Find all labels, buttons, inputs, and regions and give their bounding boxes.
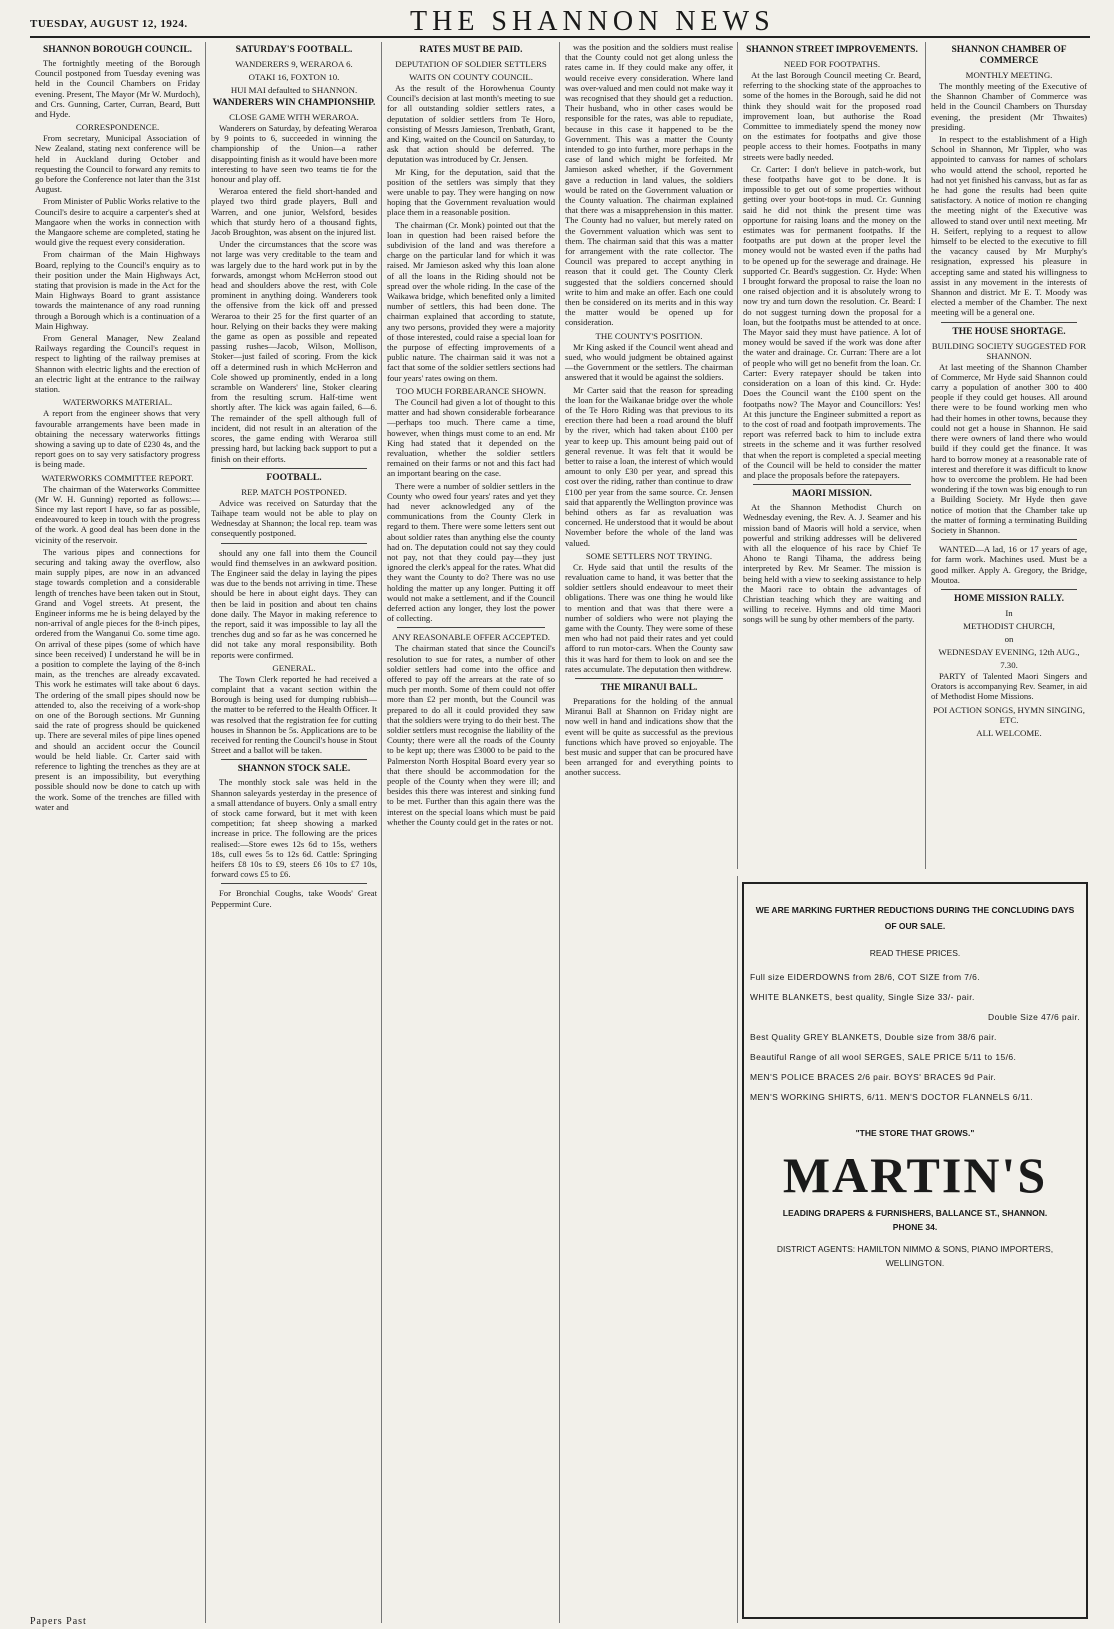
article-paragraph: From Minister of Public Works relative to the Council's desire to acquire a carpenter's shed at Mangaore when the works in connection with the Mangaore scheme are completed, stating he would give the request every consideration. (35, 196, 200, 248)
district-agents: DISTRICT AGENTS: HAMILTON NIMMO & SONS, PIANO IMPORTERS, WELLINGTON. (776, 1244, 1054, 1268)
headline-stock-sale: SHANNON STOCK SALE. (237, 764, 351, 775)
article-paragraph: The Town Clerk reported he had received a complaint that a vacant section within the Borough is being used for dumping rubbish—the matter to be referred to the Health Officer. It was resolved that the registration fee for cutting houses in Shannon be 5s. Applications are to be received for renting the Council's house in Stout Street and a ballot will be taken. (211, 673, 377, 756)
subheading-county-council: WAITS ON COUNTY COUNCIL. (409, 72, 533, 82)
article-paragraph: Cr. Hyde said that until the results of the revaluation came to hand, it was better that the soldier settlers should endeavour to meet their obligations. There was one thing he would like to mention and that was that there were a number of soldiers who were not playing the game with the County. They were some of these men who had not paid their rates and yet could afford to run motor-cars. When the County saw this it was hard for them to look on and see the rates accumulate. The deputation then withdrew. (565, 561, 733, 674)
article-paragraph: At the last Borough Council meeting Cr. Beard, referring to the shocking state of the approaches to some of the homes in the Borough, said he did not think they should wait for the proposed road improvement loan, but authorise the Road Committee to immediately spend the money now on the estimates for footpaths and give those people access to their homes. Footpaths in many streets were badly needed. (743, 70, 921, 162)
article-paragraph: Advice was received on Saturday that the Taihape team would not be able to play on Wednesday at Shannon; the local rep. team was consequently postponed. (211, 497, 377, 539)
headline-borough-council: SHANNON BOROUGH COUNCIL. (42, 45, 193, 55)
article-paragraph: should any one fall into them the Council would find themselves in an awkward position. The Engineer said the delay in laying the pipes was due to the bends not arriving in time. These should be here in about eight days. They can then be laid in position and about ten chains done daily. The Mayor in making reference to the report, said it was impossible to lay all the trenches dug and so far as he was concerned he did not take any moral responsibility. Both reports were confirmed. (211, 547, 377, 660)
article-paragraph: Weraroa entered the field short-handed and played two third grade players, Bull and Warren, and one junior, Welsford, besides which that sturdy hero of a thousand fights, Jacob Broughton, was absent on the injured list. (211, 186, 377, 238)
subheading-waterworks-report: WATERWORKS COMMITTEE REPORT. (41, 472, 194, 483)
rally-in: In (1005, 607, 1013, 618)
headline-chamber-commerce: SHANNON CHAMBER OF COMMERCE (951, 45, 1067, 66)
price-line: Double Size 47/6 pair. (988, 1012, 1080, 1022)
divider (941, 539, 1077, 540)
article-paragraph: The monthly stock sale was held in the Shannon saleyards yesterday in the presence of a small attendance of buyers. Only a small entry of stock came forward, but it met with keen competition; fat sheep showing a marked increase in price. The following are the prices realised:—Store ewes 12s 6d to 15s, wethers 18s, cull ewes 5s to 12s 6d. Cattle: Springing heifers £8 10s to £9, steers £6 10s to £7 10s, forward cows £5 to £6. (211, 777, 377, 880)
subheading-forbearance: TOO MUCH FORBEARANCE SHOWN. (396, 385, 546, 396)
article-paragraph: From chairman of the Main Highways Board, replying to the Council's enquiry as to their position under the Main Highways Act, stating that provision is made in the Act for the Main Highways Board to grant assistance towards the maintenance of any road running through a Borough which is a continuation of a Main Highway. (35, 249, 200, 331)
rally-date: WEDNESDAY EVENING, 12th AUG., (938, 646, 1080, 657)
subheading-not-trying: SOME SETTLERS NOT TRYING. (585, 550, 713, 561)
subheading-county-position: THE COUNTY'S POSITION. (595, 330, 703, 341)
column-5 (737, 42, 926, 869)
subheading-reasonable-offer: ANY REASONABLE OFFER ACCEPTED. (391, 632, 551, 643)
store-phone: PHONE 34. (892, 1222, 938, 1232)
store-name: MARTIN'S (782, 1147, 1048, 1203)
price-line: MEN'S POLICE BRACES 2/6 pair. BOYS' BRACES 9d Pair. (750, 1072, 997, 1082)
divider (397, 627, 545, 628)
article-paragraph: The chairman of the Waterworks Committee (Mr W. H. Gunning) reported as follows:—Since my last report I have, so far as possible, endeavoured to keep in touch with the progress of the work. A good deal has been done in the vicinity of the reservoir. (35, 483, 200, 545)
article-paragraph: Under the circumstances that the score was not large was very creditable to the team and was largely due to the hard work put in by the forwards, amongst whom McHerron stood out head and shoulders above the rest, with Cole prominent in anything doing. Wanderers took the offensive from the kick off and pressed Weraroa to their 25 for the first quarter of an hour. Relying on their backs they were making the game as open as possible and repeated passing rushes—Jacob, Wilson, Mollison, Stoker—just failed of scoring. From the kick off a determined rush in which McHerron and Cole showed up prominently, ended in a long scramble on Wanderers' line, Stoker clearing from the resulting scrum. Half-time went shortly after. The kick was again failed, 6—6. The remainder of the spell although full of incident, did not result in an alteration of the scores, the game ending with Weraroa still pressing hard, but lacking back support to put a finish on their efforts. (211, 239, 377, 464)
price-line: Best Quality GREY BLANKETS, Double size from 38/6 pair. (750, 1032, 997, 1042)
price-line: MEN'S WORKING SHIRTS, 6/11. MEN'S DOCTOR FLANNELS 6/11. (750, 1092, 1033, 1102)
article-paragraph: The fortnightly meeting of the Borough Council postponed from Tuesday evening was held in the Council Chambers on Friday evening. Present, The Mayor (Mr W. Murdoch), and Crs. Gunning, Carter, Curran, Beard, Butt and Hyde. (35, 58, 201, 120)
rally-title: HOME MISSION RALLY. (954, 593, 1064, 604)
divider (575, 678, 723, 679)
divider (941, 322, 1077, 323)
rally-time: 7.30. (1000, 659, 1018, 670)
store-slogan: "THE STORE THAT GROWS." (855, 1128, 975, 1138)
divider (221, 468, 367, 469)
divider (221, 543, 367, 544)
article-paragraph: Preparations for the holding of the annual Miranui Ball at Shannon on Friday night are now well in hand and indications show that the event will be quite as successful as the previous functions which have proved so enjoyable. The best music and supper that can be procured have been arranged for and everything points to another success. (565, 695, 733, 778)
article-paragraph: was the position and the soldiers must realise that the County could not get along unless the rates came in. If they could make any offer, it would receive every consideration. Where land was over-valued and men could not make way it was recognised that they should get a reduction. Their husband, who in other cases would be responsible for the rates, was able to repudiate, because in this case it happened to be the Government. This was a matter the County intended to go into further, more perhaps in the case of land which might be forfeited. Mr Jamieson asked whether, if the Government gave a reduction in land values, the soldiers would be rated on the Government valuation or the County valuation. The chairman explained that there was a misapprehension in this matter. The County had no valuer, but merely rated on the Government valuation which was sent to them. The chairman said that this was a matter for arrangement with the rate collector. The Council was prepared to accept anything in reason that it could get. The County Clerk suggested that the soldiers concerned should write to him and make an offer. Each one could then be considered on its merits and in this way the matter would be opened up for consideration. (565, 42, 733, 328)
score-line: WANDERERS 9, WERAROA 6. (235, 59, 353, 69)
headline-maori-mission: MAORI MISSION. (792, 489, 872, 500)
subheading-correspondence: CORRESPONDENCE. (75, 122, 160, 133)
subheading-deputation: DEPUTATION OF SOLDIER SETTLERS (395, 59, 547, 69)
headline-football: SATURDAY'S FOOTBALL. (235, 45, 353, 55)
article-paragraph: As the result of the Horowhenua County Council's decision at last month's meeting to sue for all outstanding soldier settlers rates, a deputation of soldier settlers from Te Horo, consisting of Messrs Jamieson, Trenbath, Grant, and King, waited on the Council on Saturday, to ask that action should be deferred. The deputation was introduced by Cr. Jensen. (387, 83, 555, 165)
article-paragraph: In respect to the establishment of a High School in Shannon, Mr Tippler, who was appointed to canvass for names of scholars who would attend the school, reported he had not yet finished his canvass, but as far as he had gone the results had been quite satisfactory. A notice of motion re changing the meeting night of the Executive was allowed to stand over until next meeting. Mr H. Seifert, replying to a request to allow himself to be elected to the executive to fill the vacancy caused by Mr Murphy's resignation, expressed his pleasure in accepting same and stated his willingness to assist in any movement in the interests of Shannon and district. Mr E. T. Moody was elected a member of the Chamber. The next meeting will be a general one. (931, 134, 1087, 318)
cough-cure-advert: For Bronchial Coughs, take Woods' Great Peppermint Cure. (211, 888, 377, 909)
divider (753, 484, 911, 485)
newspaper-title: THE SHANNON NEWS (410, 6, 775, 37)
subheading-rep-match: REP. MATCH POSTPONED. (241, 486, 347, 497)
headline-rates: RATES MUST BE PAID. (419, 45, 523, 55)
column-6 (925, 42, 1092, 869)
column-4 (559, 42, 738, 1623)
sale-header: WE ARE MARKING FURTHER REDUCTIONS DURING THE CONCLUDING DAYS OF OUR SALE. (755, 905, 1075, 931)
subheading-general: GENERAL. (272, 662, 316, 673)
article-paragraph: From secretary, Municipal Association of New Zealand, stating next conference will be held in Auckland during October and requesting the Council to forward any remits to go before the Conference not later than the 31st August. (35, 133, 200, 195)
article-paragraph: Mr Carter said that the reason for spreading the loan for the Waikanae bridge over the whole of the Te Horo Riding was that previous to its erection there had been a road around the bluff by the river, which had taken about £100 per year to keep up. This amount being paid out of general revenue. It was felt that it would be better to raise a loan, the interest of which would amount to only £30 per year, and spread this cost over the riding, rather than continue to draw £100 per year from the same source. Cr. Jensen said that apparently the Wellington province was behind others as far as revaluation was concerned. He understood that it would be about November before the whole of the land was valued. (565, 384, 734, 548)
article-paragraph: At last meeting of the Shannon Chamber of Commerce, Mr Hyde said Shannon could carry a population of another 300 to 400 people if they could get houses. All around there were to be found working men who had their homes in other towns, because they could not get a house in Shannon. He said there were owners of land there who would build if they could get the finance. It was hard to borrow money at a reasonable rate of interest and therefore it was difficult to know how to overcome the problem. He had been wondering if the town was big enough to run a Building Society. Mr Hyde then gave notice of motion that the Chamber take up the matter of forming a terminating Building Society in Shannon. (931, 361, 1087, 535)
store-subtitle: LEADING DRAPERS & FURNISHERS, BALLANCE ST., SHANNON. (782, 1208, 1048, 1218)
column-2 (205, 42, 382, 1623)
wanted-classified: WANTED—A lad, 16 or 17 years of age, for farm work. Machines used. Must be a good milker. Apply A. Gregory, the Bridge, Moutoa. (931, 544, 1087, 585)
rally-items: POI ACTION SONGS, HYMN SINGING, ETC. (933, 704, 1085, 725)
article-paragraph: Wanderers on Saturday, by defeating Weraroa by 9 points to 6, succeeded in winning the championship of the Union—a rather disappointing finish as it would have been more interesting to have seen two teams tie for the honour and play off. (211, 123, 377, 185)
rally-welcome: ALL WELCOME. (976, 727, 1042, 738)
read-prices: READ THESE PRICES. (869, 948, 961, 958)
martins-advert-column (737, 876, 1092, 1623)
subheading-building-society: BUILDING SOCIETY SUGGESTED FOR SHANNON. (931, 340, 1087, 361)
archive-stamp: Papers Past (30, 1616, 87, 1627)
article-paragraph: Cr. Carter: I don't believe in patch-work, but these footpaths have got to be done. It is impossible to get out of some properties without getting over your boot-tops in mud. Cr. Gunning said he did not think the present time was opportune for raising loans and the money on the estimates was for permanent footpaths. If the footpaths are put down at the proper level the money would not be wasted even if the paths had to be opened up for the sewerage and drainage. He supported Cr. Beard's suggestion. Cr. Hyde: When I brought forward the proposal to raise the loan no one raised objection and it is absolutely wrong to now try and turn down the resolution. Cr. Beard: I do not suggest turning down the proposal for a loan, but the footpaths must be attended to at once. The Mayor said they must have patience. A lot of money would be saved if the work was done after the water and drainage. Cr. Curran: There are a lot of people who will get no benefit from the loan. Cr. Carter: Every ratepayer should be taken into consideration on a loan of this kind. Cr. Hyde: Does the Council want the £100 spent on the footpaths now? The Mayor and Councillors: Yes! At this juncture the Engineer submitted a report as to the cost of road and footpath improvements. The report was referred back to him to include extra streets in the scheme and it was further resolved that when the report is completed a special meeting of the Council will be held to consider the matter and place the proposals before the ratepayers. (743, 163, 921, 480)
issue-date: TUESDAY, AUGUST 12, 1924. (30, 18, 188, 30)
article-paragraph: The monthly meeting of the Executive of the Shannon Chamber of Commerce was held in the Council Chambers on Thursday evening, the president (Mr Thwaites) presiding. (931, 81, 1087, 132)
divider (221, 883, 367, 884)
headline-house-shortage: THE HOUSE SHORTAGE. (952, 326, 1066, 337)
article-paragraph: There were a number of soldier settlers in the County who owed four years' rates and yet they had never acknowledged any of the communications from the County Clerk in regard to them. There were some letters sent out about soldier rates than anything else the county had on. The deputation could not say they could not pay, not that they could pay—they just ignored the clerk's appeal for the rates. What did they want the County to do? There was no use holding the matter up any longer. Putting it off would not make a settlement, and if the Council deferred action any longer, they lost the power of collecting. (387, 480, 555, 624)
score-line: HUI MAI defaulted to SHANNON. (230, 85, 358, 95)
divider (221, 759, 367, 760)
masthead (30, 6, 1090, 38)
subheading-footpaths: NEED FOR FOOTPATHS. (783, 59, 881, 69)
article-paragraph: The chairman (Cr. Monk) pointed out that the loan in question had been raised before the subdivision of the land and was therefore a charge on the particular land for which it was raised. Mr Jamieson asked why this loan alone of all the loans in the Riding should not be spread over the whole riding. In the case of the Waikawa bridge, which benefited only a limited number of settlers, this had been done. The chairman explained that according to statute, any two persons, provided they were a majority of those interested, could raise a special loan for the purpose of effecting improvements of a public nature. The chairman said it was not a fact that some of the soldier settlers sections had four years' rates owing on them. (387, 219, 555, 383)
article-paragraph: The chairman stated that since the Council's resolution to sue for rates, a number of other soldier settlers had come into the office and offered to pay off the arrears at the rate of so much per month. Some of them could not offer more than £2 per month, but the Council was prepared to do all it could provided they saw that the soldiers were trying to do their best. The soldier settlers must recognise the liability of the County; there were all the roads of the County to be kept up; there was £3000 to be paid to the Palmerston North Hospital Board every year so that there should be accommodation for the people of the County when they were ill; and besides this there was interest and sinking fund to be met. Further than this again there was the interest on the special loans which must be paid whether the County could get in the rates or not. (387, 643, 555, 827)
article-paragraph: The Council had given a lot of thought to this matter and had shown considerable forbearance—perhaps too much. There came a time, however, when things must come to an end. Mr King had stated that it depended on the revaluation, whether the soldier settlers remained on their farms or not and this fact had an important bearing on the case. (387, 396, 555, 479)
article-paragraph: A report from the engineer shows that very favourable arrangements have been made in obtaining the necessary waterworks fittings showing a saving up to date of £230 4s, and the report goes on to say very satisfactory progress is being made. (35, 408, 200, 470)
headline-street-improvements: SHANNON STREET IMPROVEMENTS. (746, 45, 918, 55)
score-line: OTAKI 16, FOXTON 10. (248, 72, 340, 82)
martins-advert (742, 882, 1088, 1619)
subheading-waterworks-material: WATERWORKS MATERIAL. (62, 397, 173, 408)
rally-on: on (1004, 633, 1014, 644)
article-paragraph: The various pipes and connections for securing and taking away the overflow, also main supply pipes, are now in an advanced stage towards completion and a considerable length of trenches have been taken out in Stout, Grand and Vogel streets. At present, the Engineer informs me he is being delayed by the non-arrival of angle pieces for the 8-inch pipes, ordered from the Wanganui Co. some time ago. On arrival of these pipes (some of which have since been received) I understand he will be in a position to complete the laying of the 8-inch main, as the trenches are already excavated. This work he estimates will take about 6 days. The ordering of the small pipes should now be attended to, also the receiving of a work-shop on one of the Borough sections. Mr Gunning said the rate of progress should be quickened up. There are several miles of pipe lines opened and should an accident occur the Council would be held liable. Cr. Carter said with reference to lighting the trenches as they are at present is an impossibility, but everything possible should now be done to catch up with the work. Some of the trenches are filled with water and (35, 546, 200, 812)
column-3 (381, 42, 560, 1623)
article-paragraph: Mr King, for the deputation, said that the position of the settlers was simply that they were unable to pay. They were hanging on now hoping that the Government revaluation would place them in a reasonable position. (387, 166, 555, 218)
price-line: Full size EIDERDOWNS from 28/6, COT SIZE from 7/6. (750, 972, 981, 982)
divider (941, 589, 1077, 590)
rally-church: METHODIST CHURCH, (963, 620, 1055, 631)
headline-championship: WANDERERS WIN CHAMPIONSHIP. (212, 98, 376, 108)
headline-miranui-ball: THE MIRANUI BALL. (600, 682, 698, 693)
headline-football-2: FOOTBALL. (266, 472, 322, 483)
price-line: Beautiful Range of all wool SERGES, SALE PRICE 5/11 to 15/6. (750, 1052, 1017, 1062)
article-paragraph: Mr King asked if the Council went ahead and sued, who would judgment be obtained against—the Government or the settlers. The chairman answered that it would be against the soldiers. (565, 341, 733, 383)
rally-body: PARTY of Talented Maori Singers and Orators is accompanying Rev. Seamer, in aid of Methodist Home Missions. (931, 670, 1087, 702)
article-paragraph: From General Manager, New Zealand Railways regarding the Council's request in respect to lighting of the railway premises at Shannon with electric lights and the erection of an electric light at the entrance to the railway station. (35, 333, 200, 395)
article-paragraph: At the Shannon Methodist Church on Wednesday evening, the Rev. A. J. Seamer and his mission band of Maoris will hold a service, when powerful and striking addresses will be delivered with all the eloquence of his race by Chief Te Ahono te Rangi Tihama, the address being interpreted by Rev. Mr Seamer. The mission is being held with a view to seeking assistance to help the Maori race to obtain the advantages of Christian teaching which they are waiting and willing to receive. Hymns and old time Maori songs will be sung by other members of the party. (743, 502, 921, 625)
price-line: WHITE BLANKETS, best quality, Single Size 33/- pair. (750, 992, 975, 1002)
column-1 (30, 42, 205, 1623)
subheading-monthly-meeting: MONTHLY MEETING. (965, 70, 1053, 80)
subheading-close-game: CLOSE GAME WITH WERAROA. (229, 112, 359, 122)
